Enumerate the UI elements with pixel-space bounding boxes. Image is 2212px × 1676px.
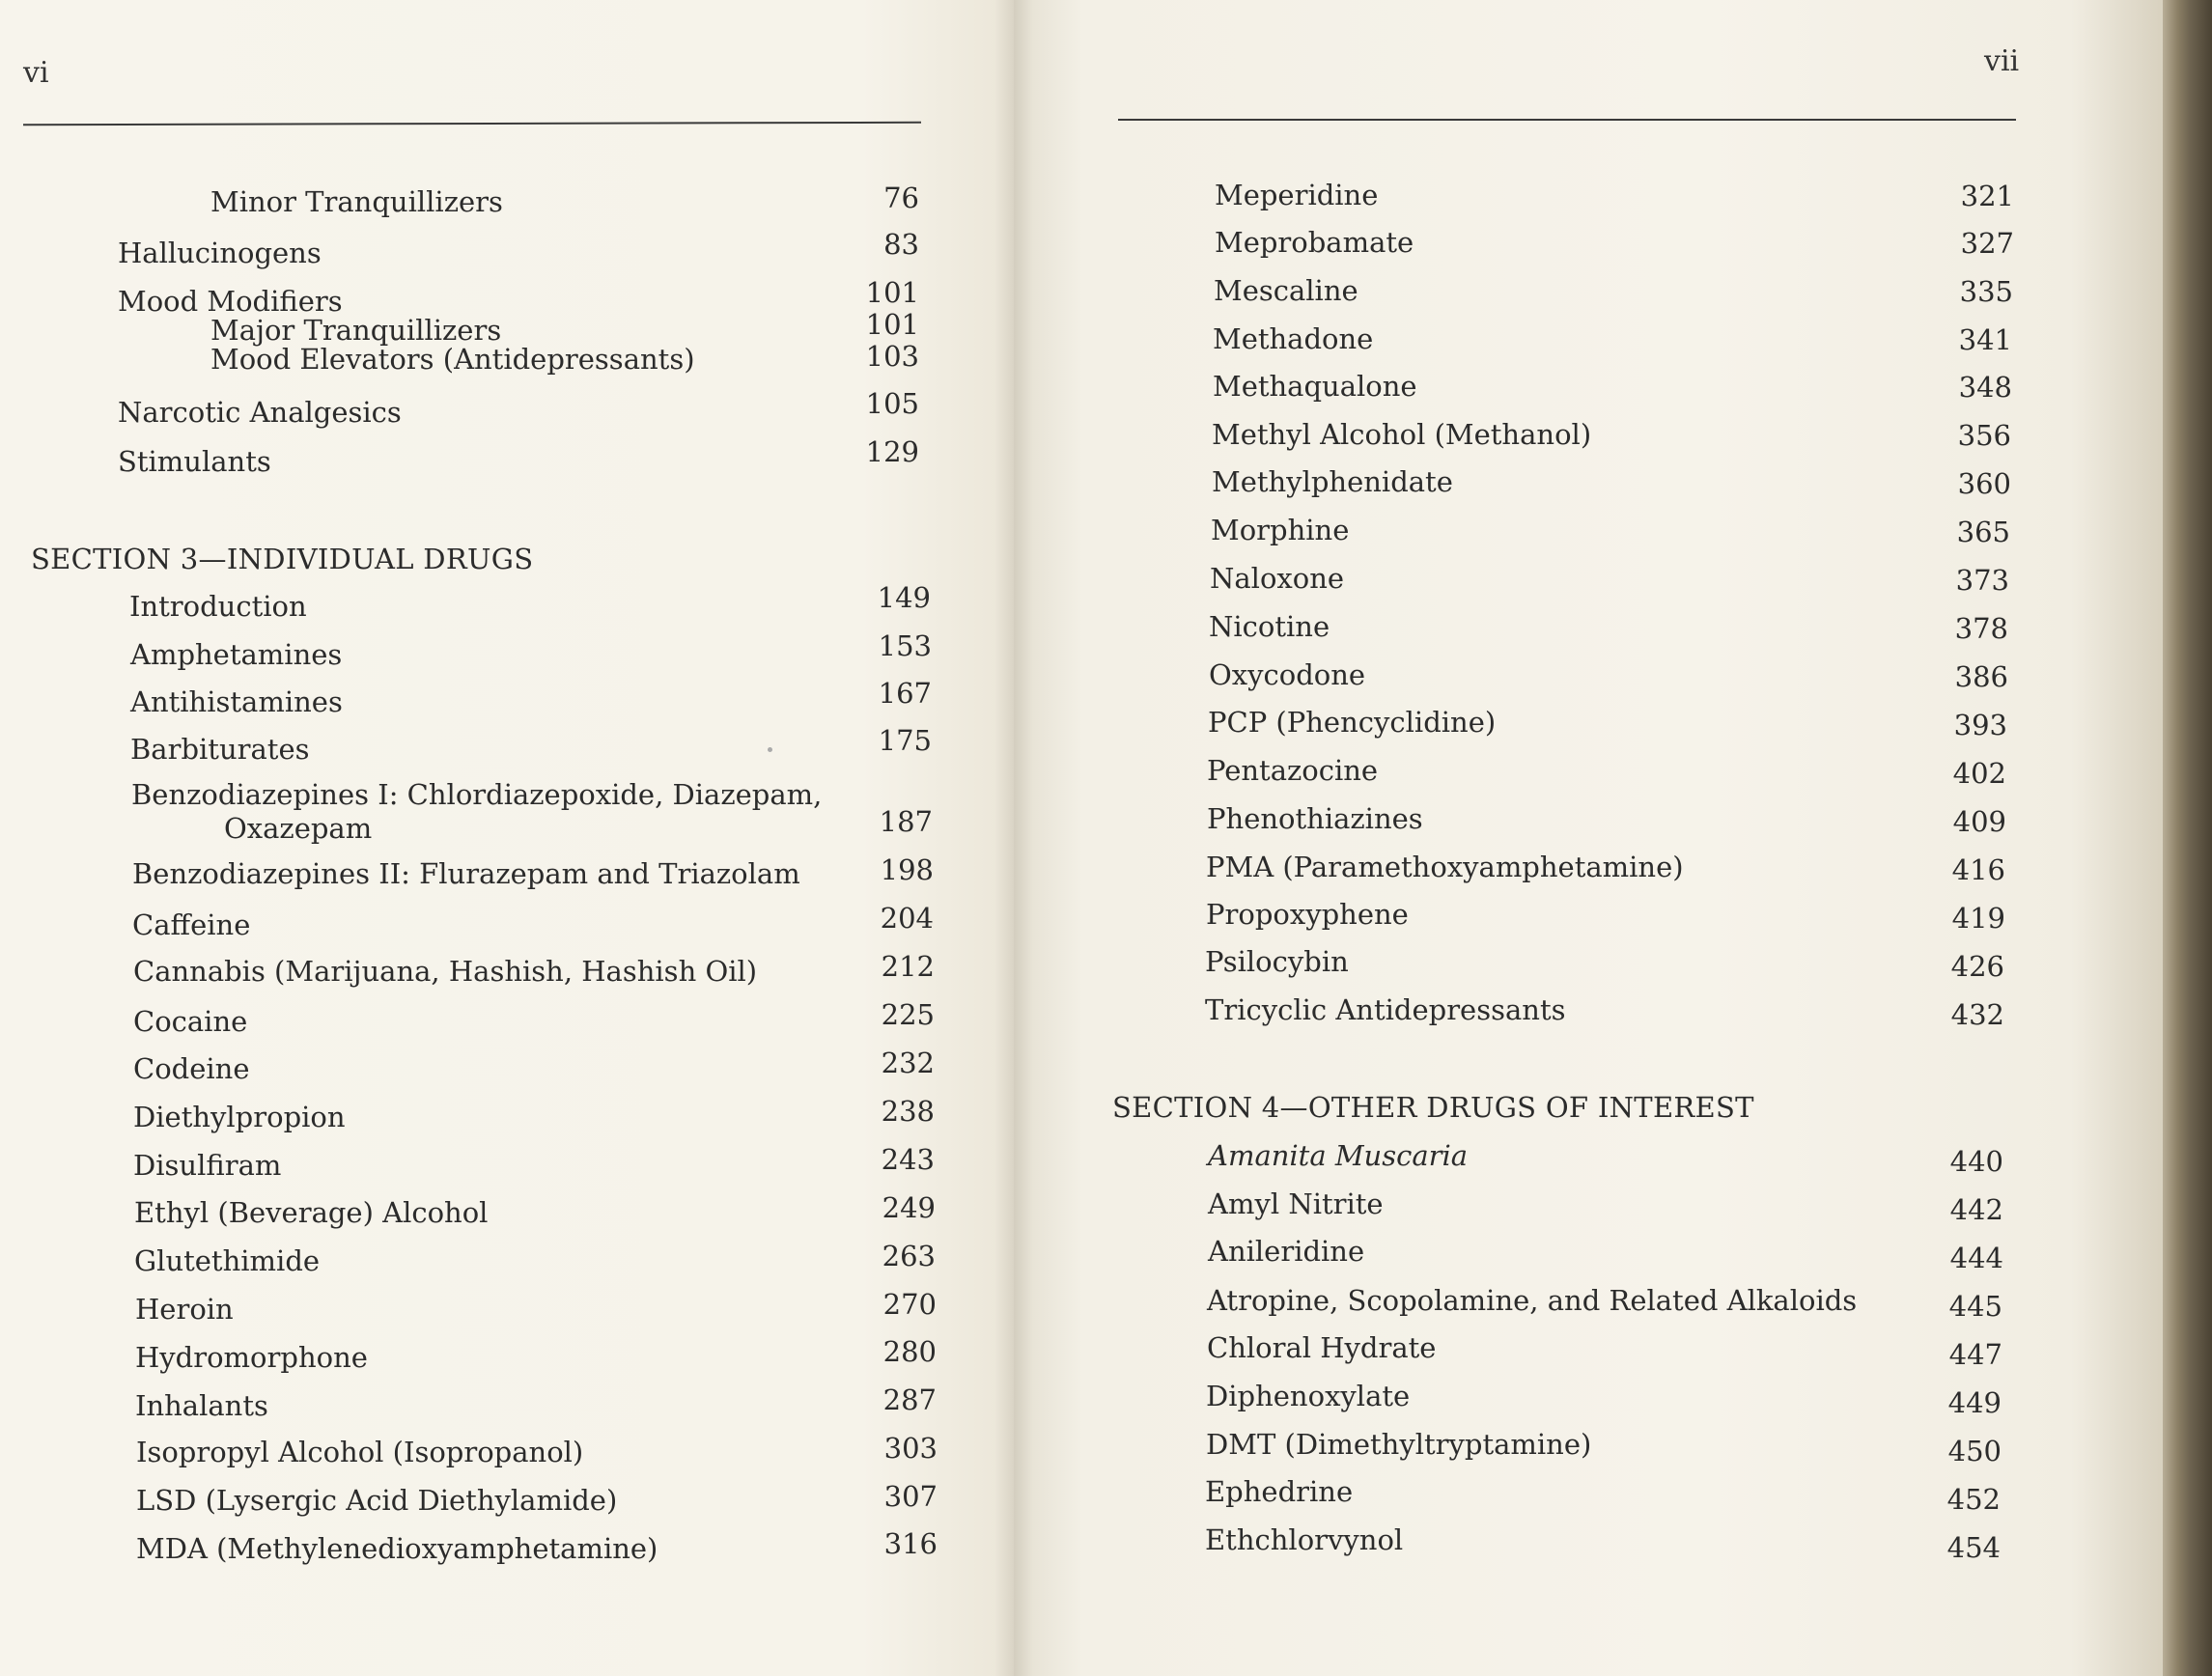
section-4-heading: SECTION 4—OTHER DRUGS OF INTEREST (1112, 1091, 1754, 1124)
toc-page-number: 365 (1956, 516, 2010, 548)
toc-entry-introduction: Introduction (129, 590, 307, 623)
toc-page-number: 452 (1946, 1483, 2001, 1516)
toc-page-number: 212 (881, 950, 935, 983)
toc-entry-phenothiazines: Phenothiazines (1207, 802, 1423, 835)
toc-page-number: 149 (877, 581, 931, 614)
toc-page-number: 187 (879, 805, 933, 838)
toc-page-number: 348 (1958, 371, 2012, 404)
toc-page-number: 419 (1951, 902, 2005, 935)
toc-entry-heroin: Heroin (135, 1293, 234, 1326)
toc-entry-disulfiram: Disulfiram (133, 1149, 282, 1182)
toc-page-number: 327 (1960, 227, 2014, 260)
toc-page-number: 103 (865, 340, 919, 373)
toc-entry-benzodiazepines-ii: Benzodiazepines II: Flurazepam and Triazolam (132, 857, 800, 890)
toc-entry-antihistamines: Antihistamines (130, 685, 343, 718)
toc-entry-benzodiazepines-i: Benzodiazepines I: Chlordiazepoxide, Diazepam, (131, 778, 823, 811)
toc-entry-pentazocine: Pentazocine (1207, 754, 1379, 787)
toc-entry-atropine: Atropine, Scopolamine, and Related Alkaloids (1207, 1284, 1858, 1317)
toc-page-number: 238 (881, 1095, 935, 1128)
toc-entry-cannabis: Cannabis (Marijuana, Hashish, Hashish Oil) (133, 955, 758, 988)
toc-entry-naloxone: Naloxone (1210, 562, 1345, 595)
toc-entry-ethyl-alcohol: Ethyl (Beverage) Alcohol (134, 1196, 489, 1229)
toc-page-number: 83 (883, 228, 919, 261)
toc-page-number: 287 (882, 1383, 937, 1416)
toc-entry-pcp: PCP (Phencyclidine) (1208, 706, 1497, 739)
toc-page-number: 270 (882, 1288, 937, 1321)
toc-entry-nicotine: Nicotine (1209, 610, 1330, 643)
toc-page-number: 341 (1958, 323, 2012, 356)
toc-entry-ephedrine: Ephedrine (1205, 1475, 1354, 1508)
toc-page-number: 378 (1954, 612, 2008, 645)
toc-entry-hydromorphone: Hydromorphone (135, 1341, 368, 1374)
toc-page-number: 444 (1949, 1242, 2003, 1274)
toc-page-number: 442 (1949, 1193, 2003, 1226)
toc-page-number: 335 (1959, 275, 2013, 308)
toc-page-number: 167 (878, 677, 932, 710)
page-number-left: vi (23, 56, 49, 90)
toc-entry-propoxyphene: Propoxyphene (1206, 898, 1409, 931)
toc-entry-cocaine: Cocaine (133, 1005, 248, 1038)
toc-entry-morphine: Morphine (1211, 514, 1350, 546)
toc-page-number: 198 (880, 853, 934, 886)
toc-entry-diethylpropion: Diethylpropion (133, 1101, 346, 1133)
toc-page-number: 416 (1951, 853, 2005, 886)
toc-entry-amphetamines: Amphetamines (130, 638, 343, 671)
toc-entry-methaqualone: Methaqualone (1213, 370, 1417, 403)
toc-page-number: 426 (1950, 950, 2004, 983)
toc-entry-chloral-hydrate: Chloral Hydrate (1207, 1331, 1437, 1364)
toc-page-number: 386 (1954, 660, 2008, 693)
toc-page-number: 393 (1953, 709, 2007, 741)
toc-page-number: 101 (865, 276, 919, 309)
toc-entry-caffeine: Caffeine (132, 908, 251, 941)
toc-entry-isopropyl-alcohol: Isopropyl Alcohol (Isopropanol) (136, 1436, 584, 1468)
toc-page-number: 101 (865, 308, 919, 341)
toc-page-number: 249 (882, 1191, 936, 1224)
toc-page-number: 105 (865, 387, 919, 420)
toc-page-number: 204 (880, 902, 934, 935)
toc-entry-major-tranquillizers: Major Tranquillizers (210, 314, 502, 347)
toc-page-number: 316 (883, 1527, 938, 1560)
toc-entry-methylphenidate: Methylphenidate (1212, 465, 1453, 498)
header-rule-right (1118, 119, 2016, 121)
toc-entry-codeine: Codeine (133, 1052, 250, 1085)
toc-entry-narcotic-analgesics: Narcotic Analgesics (118, 396, 402, 429)
toc-page-number: 402 (1952, 757, 2006, 790)
toc-page-number: 280 (882, 1335, 937, 1368)
toc-entry-mood-modifiers: Mood Modifiers (118, 285, 343, 318)
toc-page-number: 76 (883, 182, 919, 214)
toc-page-number: 454 (1946, 1531, 2001, 1564)
toc-entry-lsd: LSD (Lysergic Acid Diethylamide) (136, 1484, 618, 1517)
toc-entry-methadone: Methadone (1213, 322, 1374, 355)
book-edge (2163, 0, 2212, 1676)
toc-page-number: 321 (1960, 180, 2014, 212)
toc-page-number: 373 (1955, 564, 2009, 597)
toc-entry-ethchlorvynol: Ethchlorvynol (1205, 1523, 1404, 1556)
toc-entry-stimulants: Stimulants (118, 445, 271, 478)
toc-page-number: 440 (1949, 1145, 2003, 1178)
toc-page-number: 153 (878, 629, 932, 662)
toc-entry-mda: MDA (Methylenedioxyamphetamine) (136, 1532, 658, 1565)
toc-entry-minor-tranquillizers: Minor Tranquillizers (210, 185, 503, 218)
toc-page-number: 360 (1957, 467, 2011, 500)
toc-page-number: 129 (865, 435, 919, 468)
toc-page-number: 243 (881, 1143, 935, 1176)
toc-page-number: 449 (1947, 1386, 2002, 1419)
toc-entry-oxycodone: Oxycodone (1209, 658, 1366, 691)
toc-entry-mood-elevators: Mood Elevators (Antidepressants) (210, 343, 695, 376)
toc-entry-meprobamate: Meprobamate (1215, 226, 1414, 259)
toc-entry-barbiturates: Barbiturates (130, 733, 310, 766)
toc-page-number: 225 (881, 998, 935, 1031)
toc-page-number: 263 (882, 1240, 936, 1272)
toc-entry-psilocybin: Psilocybin (1205, 945, 1349, 978)
toc-entry-dmt: DMT (Dimethyltryptamine) (1206, 1428, 1592, 1461)
toc-page-number: 447 (1948, 1338, 2002, 1371)
toc-page-number: 303 (883, 1432, 938, 1465)
toc-entry-glutethimide: Glutethimide (134, 1244, 321, 1277)
toc-page-number: 356 (1957, 419, 2011, 452)
toc-page-number: 432 (1950, 998, 2004, 1031)
page-number-right: vii (1984, 44, 2020, 78)
book-gutter (994, 0, 1033, 1676)
toc-entry-tricyclic-antidepressants: Tricyclic Antidepressants (1205, 993, 1566, 1026)
toc-entry-inhalants: Inhalants (135, 1389, 268, 1422)
toc-entry-amyl-nitrite: Amyl Nitrite (1208, 1187, 1384, 1220)
toc-entry-anileridine: Anileridine (1208, 1235, 1365, 1268)
toc-page-number: 232 (881, 1047, 935, 1079)
toc-entry-benzodiazepines-i-continued: Oxazepam (224, 812, 373, 845)
toc-page-number: 307 (883, 1480, 938, 1513)
toc-entry-methyl-alcohol: Methyl Alcohol (Methanol) (1212, 418, 1592, 451)
toc-entry-amanita-muscaria: Amanita Muscaria (1208, 1139, 1469, 1172)
toc-entry-meperidine: Meperidine (1215, 179, 1379, 211)
toc-page-number: 445 (1948, 1290, 2002, 1323)
paper-speck (768, 747, 772, 752)
toc-entry-mescaline: Mescaline (1214, 274, 1358, 307)
section-3-heading: SECTION 3—INDIVIDUAL DRUGS (31, 543, 534, 575)
toc-entry-diphenoxylate: Diphenoxylate (1206, 1380, 1411, 1412)
toc-page-number: 175 (878, 724, 932, 757)
toc-entry-hallucinogens: Hallucinogens (118, 237, 322, 269)
toc-entry-pma: PMA (Paramethoxyamphetamine) (1206, 851, 1684, 883)
toc-page-number: 409 (1952, 805, 2006, 838)
toc-page-number: 450 (1947, 1435, 2002, 1467)
